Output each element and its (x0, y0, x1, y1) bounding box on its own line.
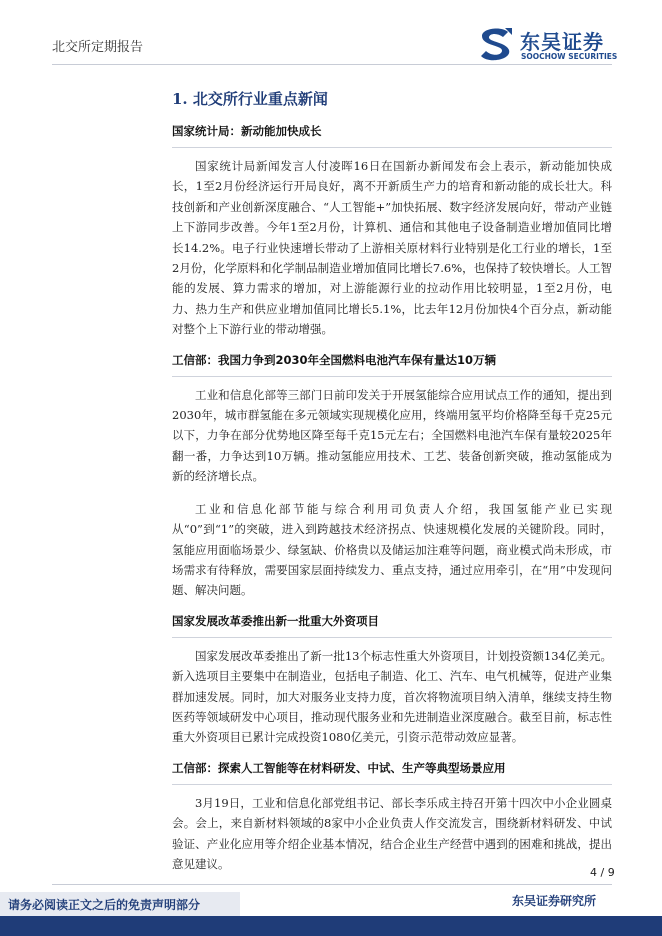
logo-chinese-name: 东吴证券 (520, 30, 604, 54)
news-item (172, 352, 612, 601)
disclaimer-text: 请务必阅读正文之后的免责声明部分 (8, 898, 201, 912)
news-heading: 工信部：我国力争到2030年全国燃料电池汽车保有量达10万辆 (172, 352, 497, 367)
research-institute-name: 东吴证券研究所 (512, 894, 597, 908)
news-paragraph: 3月19日，工业和信息化部党组书记、部长李乐成主持召开第十四次中小企业圆桌会。会上，来自新材料领域的8家中小企业负责人作交流发言，围绕新材料研发、中试验证、产业化应用等介绍企业基本情况，结合企业生产经营中遇到的困难和挑战，提出意见建议。 (172, 795, 612, 871)
news-item (172, 760, 612, 875)
news-paragraph: 工业和信息化部节能与综合利用司负责人介绍，我国氢能产业已实现从“0”到“1”的突破，进入到跨越技术经济拐点、快速规模化发展的关键阶段。同时，氢能应用面临场景少、绿氢缺、价格贵以及储运加注难等问题，商业模式尚未形成，市场需求有待释放，需要国家层面持续发力、重点支持，通过应用牵引，在“用”中发现问题、解决问题。 (172, 501, 612, 598)
soochow-logo-icon (476, 24, 516, 64)
section-title: 1. 北交所行业重点新闻 (172, 90, 328, 108)
news-paragraph: 国家统计局新闻发言人付凌晖16日在国新办新闻发布会上表示，新动能加快成长，1至2月份经济运行开局良好，离不开新质生产力的培育和新动能的成长壮大。科技创新和产业创新深度融合、“人工智能+”加快拓展、数字经济发展向好，带动产业链上下游同步改善。今年1至2月份，计算机、通信和其他电子设备制造业增加值同比增长14.2%。电子行业快速增长带动了上游相关原材料行业特别是化工行业的增长，1至2月份，化学原料和化学制品制造业增加值同比增长7.6%，也保持了较快增长。人工智能的发展、算力需求的增加，对上游能源行业的拉动作用比较明显，1至2月份，电力、热力生产和供应业增加值同比增长5.1%，比去年12月份加快4个百分点，新动能对整个上下游行业的带动增强。 (172, 159, 612, 337)
heading-divider (172, 784, 612, 785)
news-paragraph: 工业和信息化部等三部门日前印发关于开展氢能综合应用试点工作的通知，提出到2030年，城市群氢能在多元领域实现规模化应用，终端用氢平均价格降至每千克25元以下，力争在部分优势地区降至每千克15元左右；全国燃料电池汽车保有量较2025年翻一番，力争达到10万辆。推动氢能应用技术、工艺、装备创新突破，推动氢能成为新的经济增长点。 (172, 387, 612, 484)
heading-divider (172, 637, 612, 638)
report-type-title: 北交所定期报告 (52, 40, 144, 55)
disclaimer-banner (0, 892, 240, 916)
header-divider (52, 64, 612, 65)
news-heading: 国家发展改革委推出新一批重大外资项目 (172, 613, 379, 628)
page-number: 4 / 9 (590, 866, 615, 879)
main-content (172, 88, 612, 886)
heading-divider (172, 376, 612, 377)
news-heading: 国家统计局：新动能加快成长 (172, 124, 322, 138)
company-logo (476, 24, 616, 64)
news-item (172, 613, 612, 748)
footer-divider (52, 884, 612, 885)
news-paragraph: 国家发展改革委推出了新一批13个标志性重大外资项目，计划投资额134亿美元。新入选项目主要集中在制造业，包括电子制造、化工、汽车、电气机械等，促进产业集群加速发展。同时，加大对服务业支持力度，首次将物流项目纳入清单，继续支持生物医药等领域研发中心项目，推动现代服务业和先进制造业深度融合。截至目前，标志性重大外资项目已累计完成投资1080亿美元，引资示范带动效应显著。 (172, 648, 612, 745)
heading-divider (172, 147, 612, 148)
footer-color-bar (0, 916, 662, 936)
news-heading: 工信部：探索人工智能等在材料研发、中试、生产等典型场景应用 (172, 760, 506, 775)
logo-english-name: SOOCHOW SECURITIES (521, 52, 618, 61)
news-item (172, 123, 612, 340)
